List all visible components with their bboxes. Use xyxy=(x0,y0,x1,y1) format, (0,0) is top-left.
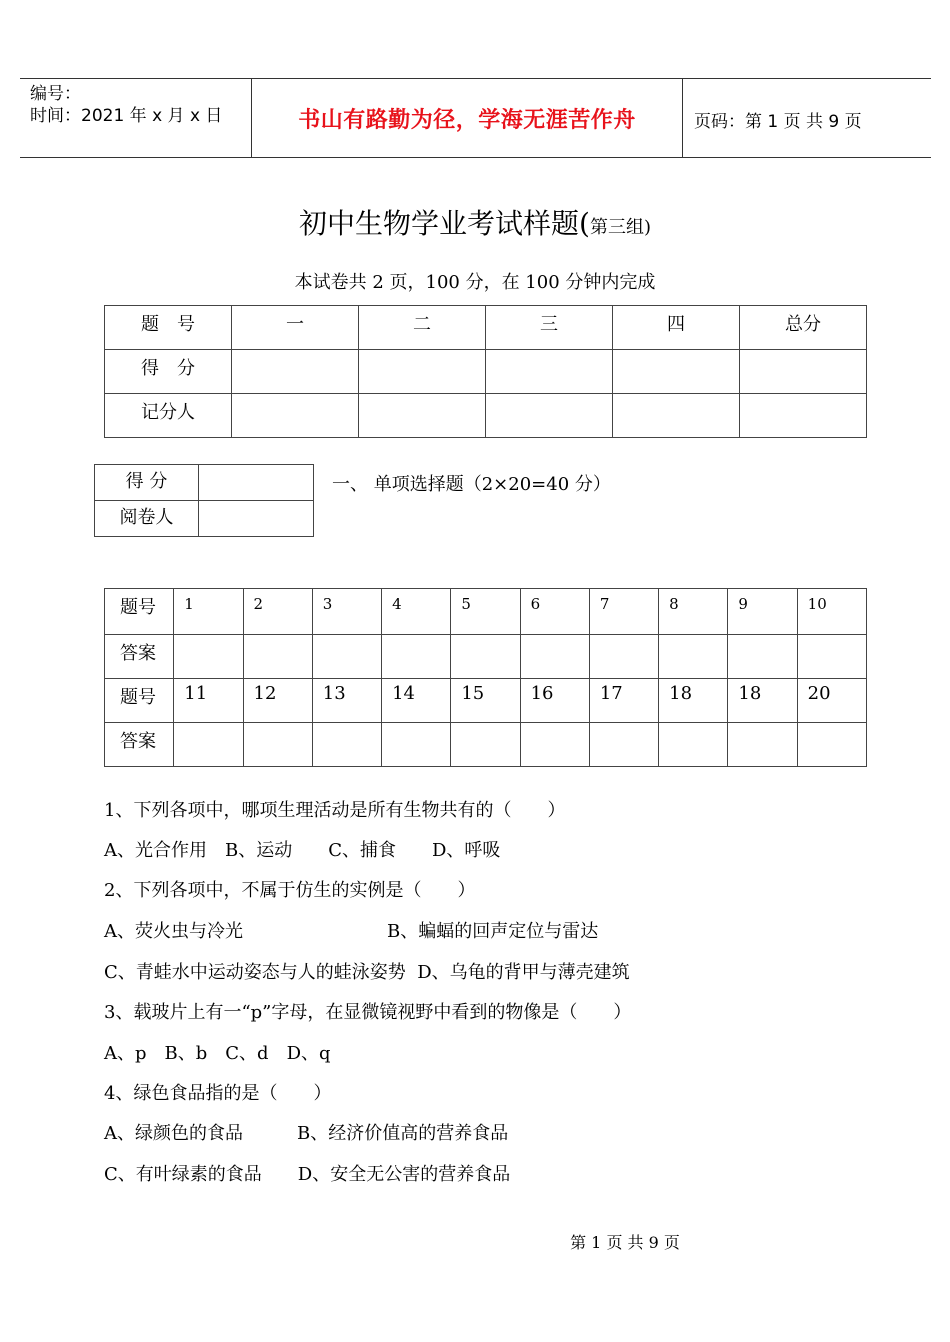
section-title: 一、 单项选择题（2×20=40 分） xyxy=(332,474,611,495)
page-footer: 第 1 页 共 9 页 xyxy=(570,1233,680,1252)
question-number: 14 xyxy=(382,679,451,723)
score-cell[interactable] xyxy=(740,350,867,394)
answer-cell[interactable] xyxy=(451,635,520,679)
exam-title-main: 初中生物学业考试样题( xyxy=(299,207,590,240)
question-number: 11 xyxy=(174,679,243,723)
score-cell[interactable] xyxy=(359,350,486,394)
answer-cell[interactable] xyxy=(451,723,520,767)
table-header-cell: 总分 xyxy=(740,306,867,350)
header-page-code: 页码：第 1 页 共 9 页 xyxy=(694,112,862,132)
answer-cell[interactable] xyxy=(312,723,381,767)
exam-subtitle: 本试卷共 2 页，100 分，在 100 分钟内完成 xyxy=(294,272,656,293)
table-row xyxy=(95,465,314,501)
score-cell[interactable] xyxy=(232,394,359,438)
table-row xyxy=(105,350,867,394)
question-number: 9 xyxy=(728,589,797,635)
table-row xyxy=(105,306,867,350)
exam-title xyxy=(0,202,950,242)
answer-table xyxy=(104,588,867,767)
answer-cell[interactable] xyxy=(589,723,658,767)
table-header-cell: 四 xyxy=(613,306,740,350)
score-table xyxy=(104,305,867,438)
option-line: C、有叶绿素的食品 D、安全无公害的营养食品 xyxy=(104,1164,511,1185)
question-number: 20 xyxy=(797,679,866,723)
question-number: 16 xyxy=(520,679,589,723)
table-row xyxy=(105,394,867,438)
answer-cell[interactable] xyxy=(797,723,866,767)
page-header xyxy=(20,78,931,158)
row-label: 记分人 xyxy=(105,394,232,438)
question-number: 4 xyxy=(382,589,451,635)
question-line: 3、载玻片上有一“p”字母，在显微镜视野中看到的物像是（ ） xyxy=(104,1002,632,1023)
answer-cell[interactable] xyxy=(243,723,312,767)
row-label: 答案 xyxy=(105,635,174,679)
answer-cell[interactable] xyxy=(520,635,589,679)
row-label: 得 分 xyxy=(95,465,199,501)
option-line: A、绿颜色的食品 B、经济价值高的营养食品 xyxy=(104,1123,509,1144)
question-line: 4、绿色食品指的是（ ） xyxy=(104,1083,332,1104)
question-line: 2、下列各项中，不属于仿生的实例是（ ） xyxy=(104,880,476,901)
score-cell[interactable] xyxy=(613,394,740,438)
answer-cell[interactable] xyxy=(382,635,451,679)
question-number: 15 xyxy=(451,679,520,723)
exam-title-group: 第三组) xyxy=(589,217,651,238)
answer-cell[interactable] xyxy=(174,723,243,767)
question-number: 1 xyxy=(174,589,243,635)
option-line: C、青蛙水中运动姿态与人的蛙泳姿势 D、乌龟的背甲与薄壳建筑 xyxy=(104,962,630,983)
answer-cell[interactable] xyxy=(589,635,658,679)
answer-cell[interactable] xyxy=(659,723,728,767)
table-row xyxy=(105,679,867,723)
answer-cell[interactable] xyxy=(520,723,589,767)
question-number: 6 xyxy=(520,589,589,635)
question-number: 7 xyxy=(589,589,658,635)
score-cell[interactable] xyxy=(486,350,613,394)
row-label: 答案 xyxy=(105,723,174,767)
question-number: 13 xyxy=(312,679,381,723)
question-number: 10 xyxy=(797,589,866,635)
grader-table xyxy=(94,464,314,537)
header-meta xyxy=(30,83,222,127)
table-header-cell: 题 号 xyxy=(105,306,232,350)
question-number: 18 xyxy=(659,679,728,723)
header-motto: 书山有路勤为径，学海无涯苦作舟 xyxy=(298,108,636,133)
row-label: 题号 xyxy=(105,679,174,723)
table-header-cell: 三 xyxy=(486,306,613,350)
question-number: 5 xyxy=(451,589,520,635)
score-cell[interactable] xyxy=(199,465,314,501)
question-number: 8 xyxy=(659,589,728,635)
question-line: 1、下列各项中，哪项生理活动是所有生物共有的（ ） xyxy=(104,800,566,821)
answer-cell[interactable] xyxy=(312,635,381,679)
answer-cell[interactable] xyxy=(728,723,797,767)
table-header-cell: 一 xyxy=(232,306,359,350)
row-label: 得 分 xyxy=(105,350,232,394)
question-number: 17 xyxy=(589,679,658,723)
question-number: 3 xyxy=(312,589,381,635)
table-header-cell: 二 xyxy=(359,306,486,350)
answer-cell[interactable] xyxy=(659,635,728,679)
score-cell[interactable] xyxy=(613,350,740,394)
table-row xyxy=(105,589,867,635)
question-number: 12 xyxy=(243,679,312,723)
answer-cell[interactable] xyxy=(797,635,866,679)
time-label: 时间：2021 年 x 月 x 日 xyxy=(30,106,223,126)
score-cell[interactable] xyxy=(486,394,613,438)
score-cell[interactable] xyxy=(740,394,867,438)
question-number: 18 xyxy=(728,679,797,723)
table-row xyxy=(105,635,867,679)
score-cell[interactable] xyxy=(232,350,359,394)
score-cell[interactable] xyxy=(199,501,314,537)
answer-cell[interactable] xyxy=(243,635,312,679)
table-row xyxy=(105,723,867,767)
question-number: 2 xyxy=(243,589,312,635)
score-cell[interactable] xyxy=(359,394,486,438)
answer-cell[interactable] xyxy=(728,635,797,679)
option-line: A、光合作用 B、运动 C、捕食 D、呼吸 xyxy=(104,840,501,861)
row-label: 阅卷人 xyxy=(95,501,199,537)
serial-label: 编号： xyxy=(30,84,81,104)
header-divider xyxy=(682,79,683,157)
option-line: A、p B、b C、d D、q xyxy=(104,1043,331,1064)
table-row xyxy=(95,501,314,537)
answer-cell[interactable] xyxy=(382,723,451,767)
row-label: 题号 xyxy=(105,589,174,635)
answer-cell[interactable] xyxy=(174,635,243,679)
option-line: A、荧火虫与冷光 B、蝙蝠的回声定位与雷达 xyxy=(104,921,599,942)
